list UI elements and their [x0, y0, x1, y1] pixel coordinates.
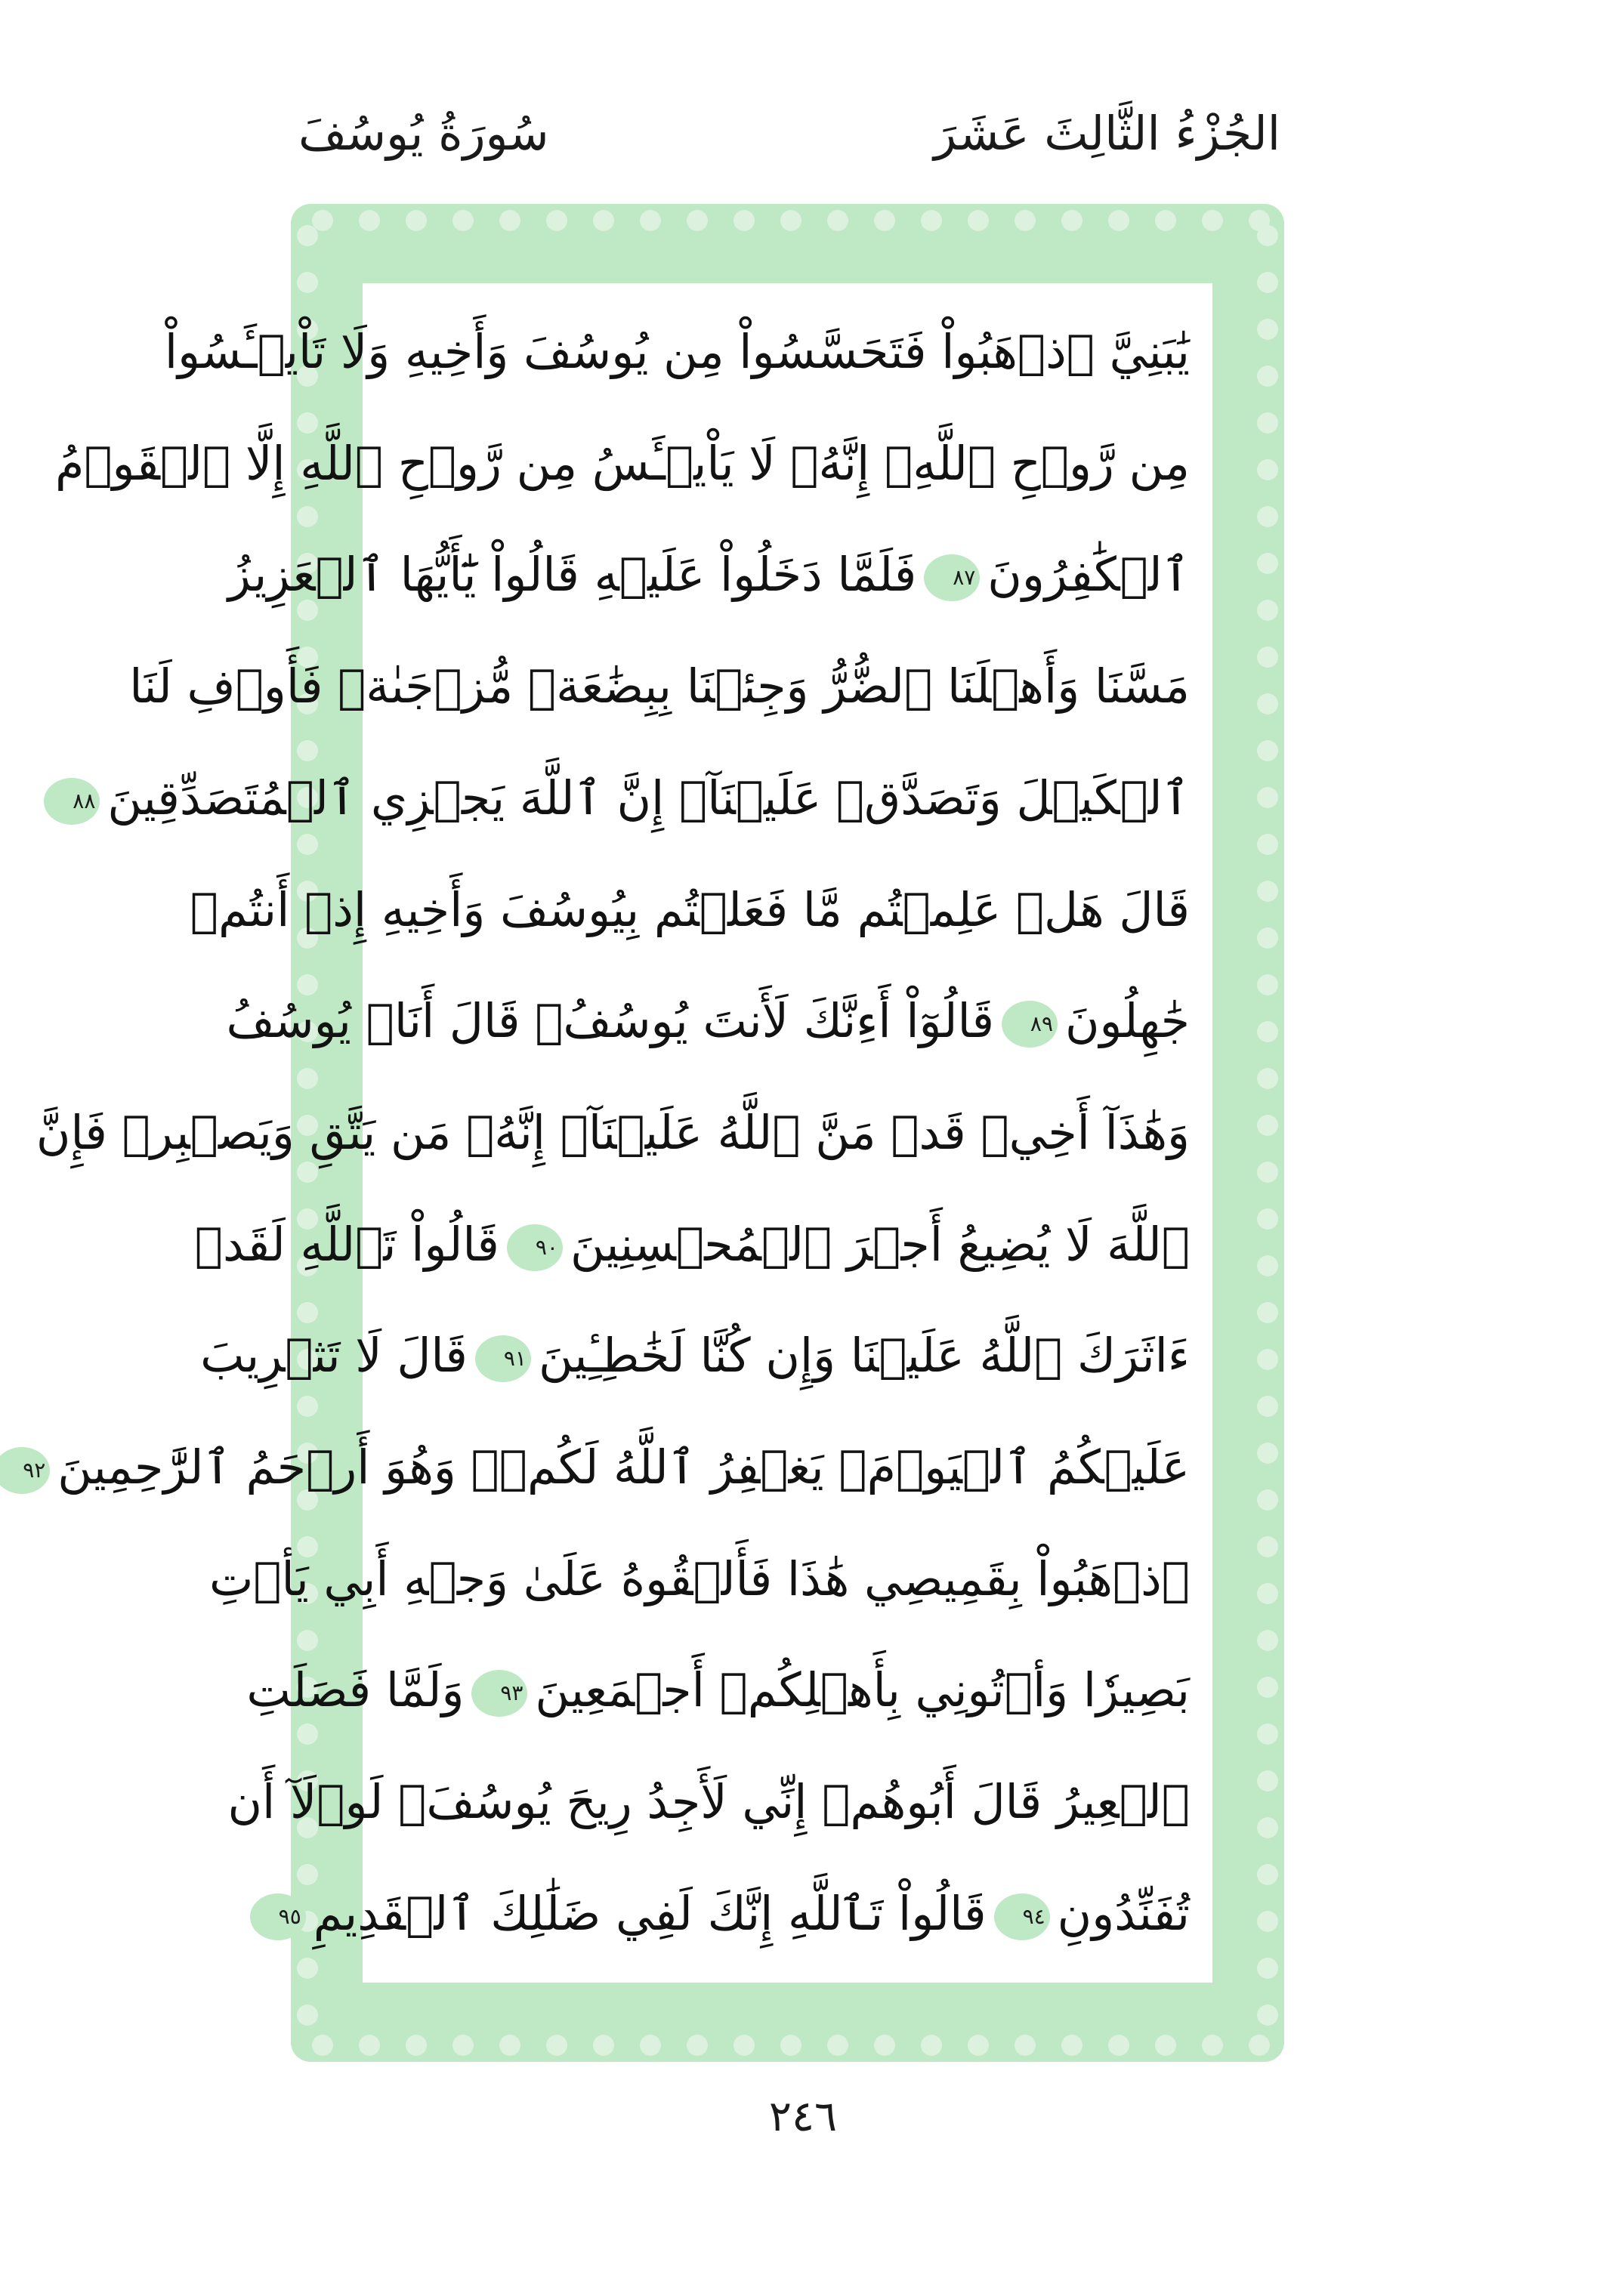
verse-text: وَهَٰذَآ أَخِيۖ قَدۡ مَنَّ ٱللَّهُ عَلَيۡنَآۖ إِنَّهُۥ مَن يَتَّقِ وَيَصۡبِرۡ فَإِنَّ: [36, 1104, 1190, 1160]
verse-text: مِن رَّوۡحِ ٱللَّهِۖ إِنَّهُۥ لَا يَاْيۡـَٔسُ مِن رَّوۡحِ ٱللَّهِ إِلَّا ٱلۡقَوۡمُ: [54, 435, 1190, 491]
scallop-dot: [1257, 1115, 1278, 1136]
verse-text: قَالُواْ تَٱللَّهِ إِنَّكَ لَفِي ضَلَٰلِكَ ٱلۡقَدِيمِ: [313, 1885, 987, 1941]
verse-text: مَسَّنَا وَأَهۡلَنَا ٱلضُّرُّ وَجِئۡنَا بِبِضَٰعَةٖ مُّزۡجَىٰةٖ فَأَوۡفِ لَنَا: [129, 659, 1190, 714]
scallop-dot: [1257, 1302, 1278, 1323]
verse-line: [129, 637, 1190, 736]
scallop-dot: [1257, 1770, 1278, 1791]
verse-text: ٱلۡكَٰفِرُونَ: [987, 547, 1190, 603]
scallop-dot: [1257, 506, 1278, 527]
text-panel: [23, 283, 1212, 1983]
ayah-marker: ٩٢: [0, 1447, 50, 1494]
scallop-dot: [1257, 1817, 1278, 1838]
scallop-dot: [593, 2035, 614, 2056]
verse-line: [227, 1752, 1190, 1852]
scallop-dot: [1257, 927, 1278, 949]
scallop-dot: [546, 2035, 567, 2056]
scallop-dot: [1257, 272, 1278, 293]
scallop-dot: [734, 2035, 755, 2056]
scallop-dot: [1202, 2035, 1223, 2056]
scallop-dot: [687, 2035, 708, 2056]
scallop-dot: [1155, 210, 1176, 231]
verse-text: وَلَمَّا فَصَلَتِ: [246, 1662, 465, 1718]
ayah-marker: ٩٣: [471, 1670, 527, 1717]
verse-text: تُفَنِّدُونِ: [1057, 1885, 1190, 1941]
scallop-dot: [1155, 2035, 1176, 2056]
scallop-dot: [1202, 210, 1223, 231]
ayah-marker: ٩٤: [994, 1893, 1050, 1940]
scallop-dot: [1257, 974, 1278, 995]
scallop-dot: [1257, 225, 1278, 246]
surah-title: سُورَةُ يُوسُفَ: [298, 106, 549, 161]
scallop-dot: [1257, 1536, 1278, 1557]
verse-line: [164, 302, 1190, 402]
verse-text: ٱذۡهَبُواْ بِقَمِيصِي هَٰذَا فَأَلۡقُوهُ عَلَىٰ وَجۡهِ أَبِي يَأۡتِ: [208, 1551, 1190, 1606]
verse-line: [278, 1864, 1190, 1964]
page-header: [298, 106, 1280, 189]
scallop-dot: [1015, 2035, 1036, 2056]
scallop-dot: [640, 2035, 661, 2056]
scallop-dot: [1108, 210, 1129, 231]
scallop-dot: [1257, 787, 1278, 808]
scallop-dot: [1257, 1677, 1278, 1698]
scallop-dot: [921, 2035, 942, 2056]
verse-line: [246, 1640, 1190, 1740]
scallop-dot: [874, 210, 895, 231]
scallop-dot: [1257, 1349, 1278, 1370]
verse-line: [200, 1306, 1190, 1406]
scallop-dot: [1257, 600, 1278, 621]
scallop-dot: [406, 210, 427, 231]
scallop-dot: [1257, 740, 1278, 761]
scallop-dot: [968, 2035, 989, 2056]
scallop-dot: [297, 272, 318, 293]
scallop-dot: [312, 210, 333, 231]
scallop-dot: [1257, 1864, 1278, 1885]
scallop-dot: [1257, 366, 1278, 387]
scallop-dot: [1257, 1489, 1278, 1511]
verse-text: جَٰهِلُونَ: [1065, 993, 1190, 1049]
scallop-dot: [1257, 1021, 1278, 1042]
scallop-dot: [1257, 1583, 1278, 1604]
decorative-frame: [23, 204, 1284, 2062]
scallop-dot: [734, 210, 755, 231]
scallop-dot: [593, 210, 614, 231]
scallop-dot: [1257, 1724, 1278, 1745]
verse-text: قَالُوٓاْ أَءِنَّكَ لَأَنتَ يُوسُفُۖ قَالَ أَنَا۠ يُوسُفُ: [226, 993, 994, 1049]
page-number: ٢٤٦: [768, 2092, 838, 2141]
scallop-dot: [1061, 2035, 1083, 2056]
scallop-dot: [312, 2035, 333, 2056]
scallop-dot: [921, 210, 942, 231]
scallop-dot: [499, 2035, 520, 2056]
scallop-dot: [874, 2035, 895, 2056]
scallop-dot: [1257, 693, 1278, 714]
scallop-dot: [452, 2035, 474, 2056]
ayah-marker: ٩٠: [507, 1224, 563, 1271]
ayah-marker: ٩٥: [250, 1893, 306, 1940]
scallop-dot: [1257, 2004, 1278, 2026]
scallop-dot: [1249, 2035, 1270, 2056]
verse-line: [36, 1083, 1190, 1183]
scallop-dot: [780, 210, 801, 231]
scallop-dot: [359, 210, 380, 231]
scallop-dot: [1257, 412, 1278, 434]
verse-line: [194, 1195, 1190, 1295]
scallop-dot: [452, 210, 474, 231]
ayah-marker: ٩١: [475, 1335, 531, 1382]
scallop-dot: [546, 210, 567, 231]
scallop-dot: [1257, 647, 1278, 668]
scallop-dot: [1108, 2035, 1129, 2056]
verse-line: [54, 414, 1190, 514]
verse-text: قَالَ لَا تَثۡرِيبَ: [200, 1328, 468, 1384]
scallop-dot: [827, 2035, 848, 2056]
verse-text: فَلَمَّا دَخَلُواْ عَلَيۡهِ قَالُواْ يَٰٓأَيُّهَا ٱلۡعَزِيزُ: [227, 547, 917, 603]
scallop-dot: [1015, 210, 1036, 231]
scallop-dot: [1257, 834, 1278, 855]
scallop-dot: [1061, 210, 1083, 231]
scallop-dot: [1257, 319, 1278, 340]
scallop-dot: [1257, 1630, 1278, 1651]
scallop-dot: [1257, 1396, 1278, 1417]
verse-text: قَالُواْ تَٱللَّهِ لَقَدۡ: [194, 1216, 499, 1272]
scallop-dot: [780, 2035, 801, 2056]
scallop-dot: [359, 2035, 380, 2056]
verse-line: [208, 1529, 1190, 1629]
scallop-dot: [687, 210, 708, 231]
scallop-dot: [297, 2004, 318, 2026]
verse-line: [73, 748, 1190, 848]
scallop-dot: [968, 210, 989, 231]
ayah-marker: ٨٨: [44, 778, 100, 825]
verse-line: [227, 525, 1190, 625]
scallop-dot: [297, 225, 318, 246]
ayah-marker: ٨٧: [924, 554, 980, 601]
scallop-dot: [1257, 1162, 1278, 1183]
scallop-dot: [1257, 459, 1278, 480]
scallop-dot: [499, 210, 520, 231]
verse-text: ٱلۡكَيۡلَ وَتَصَدَّقۡ عَلَيۡنَآۖ إِنَّ ٱللَّهَ يَجۡزِي ٱلۡمُتَصَدِّقِينَ: [107, 770, 1190, 826]
scallop-dot: [1257, 1255, 1278, 1276]
verse-lines: [23, 302, 1190, 1964]
verse-text: ءَاثَرَكَ ٱللَّهُ عَلَيۡنَا وَإِن كُنَّا لَخَٰطِـِٔينَ: [538, 1328, 1190, 1384]
verse-line: [190, 860, 1190, 960]
scallop-dot: [1257, 1958, 1278, 1979]
verse-text: قَالَ هَلۡ عَلِمۡتُم مَّا فَعَلۡتُم بِيُوسُفَ وَأَخِيهِ إِذۡ أَنتُمۡ: [190, 881, 1190, 937]
scallop-dot: [1257, 553, 1278, 574]
scallop-dot: [1257, 1068, 1278, 1089]
scallop-dot: [827, 210, 848, 231]
verse-line: [226, 971, 1190, 1071]
ayah-marker: ٨٩: [1002, 1001, 1058, 1048]
verse-line: [23, 1418, 1190, 1517]
scallop-dot: [1257, 1911, 1278, 1932]
verse-text: بَصِيرٗا وَأۡتُونِي بِأَهۡلِكُمۡ أَجۡمَعِينَ: [535, 1662, 1190, 1718]
scallop-dot: [1257, 881, 1278, 902]
verse-text: ٱلۡعِيرُ قَالَ أَبُوهُمۡ إِنِّي لَأَجِدُ رِيحَ يُوسُفَۖ لَوۡلَآ أَن: [227, 1774, 1190, 1830]
scallop-dot: [1257, 1208, 1278, 1230]
scallop-dot: [406, 2035, 427, 2056]
juz-title: الجُزْءُ الثَّالِثَ عَشَرَ: [934, 106, 1280, 161]
verse-text: يَٰبَنِيَّ ٱذۡهَبُواْ فَتَحَسَّسُواْ مِن يُوسُفَ وَأَخِيهِ وَلَا تَاْيۡـَٔسُواْ: [164, 324, 1190, 379]
scallop-dot: [640, 210, 661, 231]
verse-text: ٱللَّهَ لَا يُضِيعُ أَجۡرَ ٱلۡمُحۡسِنِينَ: [570, 1216, 1190, 1272]
scallop-dot: [1257, 1443, 1278, 1464]
verse-text: عَلَيۡكُمُ ٱلۡيَوۡمَۖ يَغۡفِرُ ٱللَّهُ لَكُمۡۖ وَهُوَ أَرۡحَمُ ٱلرَّٰحِمِينَ: [57, 1440, 1190, 1495]
